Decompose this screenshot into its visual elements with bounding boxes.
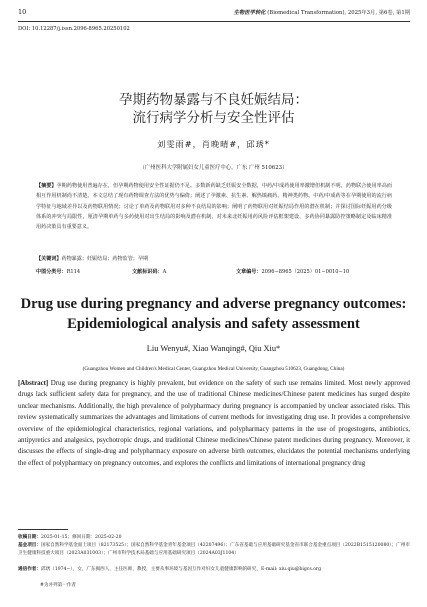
author-text: 邱琇（1974−），女，广东揭西人，主任医师，教授，主要从事环境与基因互作对妇女儿童健康影响的研究，E-mail: xiu.qiu@bigcs.org xyxy=(40,567,322,572)
journal-info: (Biomedical Transformation), 2025年3月, 第6卷, 第1期 xyxy=(267,10,410,16)
doc-code-value: A xyxy=(162,269,167,275)
journal-header xyxy=(234,8,410,16)
article-number-value: 2096−8965（2025）01−0010−10 xyxy=(261,269,350,275)
fund-label: 基金项目： xyxy=(18,543,41,548)
author-label: 通信作者： xyxy=(18,567,41,572)
doc-code-label: 文献标识码： xyxy=(132,269,163,275)
english-affiliation: (Guangzhou Women and Children's Medical Center, Guangzhou Medical University, Guangzhou 510623, Guangdong, China) xyxy=(82,366,345,372)
article-number-label: 文章编号： xyxy=(236,269,262,275)
chinese-abstract xyxy=(36,181,392,232)
clc-number xyxy=(36,268,80,275)
keywords-label: 【关键词】 xyxy=(36,256,62,262)
footnote-author xyxy=(18,566,410,574)
chinese-affiliation: （广州医科大学附属妇女儿童医疗中心，广东 广州 510623） xyxy=(139,165,288,171)
footnote-funding xyxy=(18,542,410,558)
document-code xyxy=(132,268,166,275)
footnote-rule xyxy=(18,529,68,530)
received-text: 2025-01-15；修回日期：2025-02-20 xyxy=(40,535,122,540)
clc-label: 中图分类号： xyxy=(36,269,67,275)
english-abstract-label: [Abstract] xyxy=(18,380,49,387)
page-number: 10 xyxy=(18,8,27,16)
english-abstract xyxy=(18,378,410,469)
english-abstract-text: Drug use during pregnancy is highly prevalent, but evidence on the safety of such use remains limited. Most newly approved drugs lack sufficient safety data for pregnancy, and the use of traditional Chinese medicines/Chinese patent medicines has surged despite unclear mechanisms. Additionally, the high prevalence of polypharmacy during pregnancy is accompanied by unclear associated risks. This review systematically summarizes the advantages and limitations of current methods for investigating drug use. It provides a comprehensive overview of the epidemiological characteristics, regional variations, and polypharmacy patterns in the use of progestogens, antibiotics, antipyretics and analgesics, psychotropic drugs, and traditional Chinese medicines/Chinese patent medicines during pregnancy. Moreover, it discusses the effects of single-drug and polypharmacy exposure on adverse birth outcomes, elucidates the potential mechanisms underlying the effect of polypharmacy on pregnancy outcomes, and explores the conflicts and limitations of international pregnancy drug xyxy=(18,380,410,467)
clc-value: R114 xyxy=(66,269,81,275)
footnote-dates xyxy=(18,534,410,542)
footnote-co-first-author: #为并列第一作者 xyxy=(40,583,77,588)
journal-name: 生物医学转化 xyxy=(233,10,266,16)
article-number xyxy=(236,268,349,275)
header-rule xyxy=(18,21,410,22)
chinese-title-line-2: 流行病学分析与安全性评估 xyxy=(132,110,295,126)
english-title-line-2: Epidemiological analysis and safety assessment xyxy=(67,316,360,332)
chinese-abstract-text: 孕期药物使用普遍存在，但孕期药物使用安全性证据仍不足。多数新药缺乏妊娠安全数据，中药/中成药使用率激增但机制不明，药物联合使用率高而相互作用机制尚不清楚。本文总结了现有药物调查方法的优势与偏倚；阐述了孕激素、抗生素、解热镇痛药、精神类药物、中药/中成药等在孕期使用的流行病学特征与地域差异以及药物联用情况；讨论了单药及药物联用对多种不良结局的影响；阐明了药物联用对妊娠结局作用的潜在机制；并探讨国际妊娠用药分级体系的冲突与局限性，厘清孕期单药与多药使用对出生结局的影响及潜在机制，对未来北妊娠用药风险评估框架建设、多药协同暴露防控策略制定及临床精准用药决策具有重要意义。 xyxy=(36,183,392,231)
chinese-abstract-label: 【摘要】 xyxy=(36,183,57,189)
doi: DOI: 10.12287/j.issn.2096-8965.20250102 xyxy=(18,26,130,32)
keywords-text: 药物暴露；妊娠结局；药物监管；孕期 xyxy=(61,256,149,262)
english-authors: Liu Wenyu#, Xiao Wanqing#, Qiu Xiu* xyxy=(146,344,281,353)
received-label: 收稿日期： xyxy=(18,535,41,540)
fund-text: 国家自然科学基金面上项目（82173525）；国家自然科学基金青年基金项目（42207496）；广东省基础与应用基础研究基金省市联合基金重点项目（2022B1515120080）；广州市卫生健康科技重大项目（2023A031003）；广州市科学技术局基础与应用基础研究项目（2024A03J1104） xyxy=(18,543,410,556)
english-title-line-1: Drug use during pregnancy and adverse pregnancy outcomes: xyxy=(20,296,407,312)
chinese-keywords xyxy=(36,255,392,262)
chinese-title-line-1: 孕期药物暴露与不良妊娠结局： xyxy=(119,92,308,108)
chinese-authors: 刘雯雨#，肖晚晴#，邱琇* xyxy=(157,139,270,149)
